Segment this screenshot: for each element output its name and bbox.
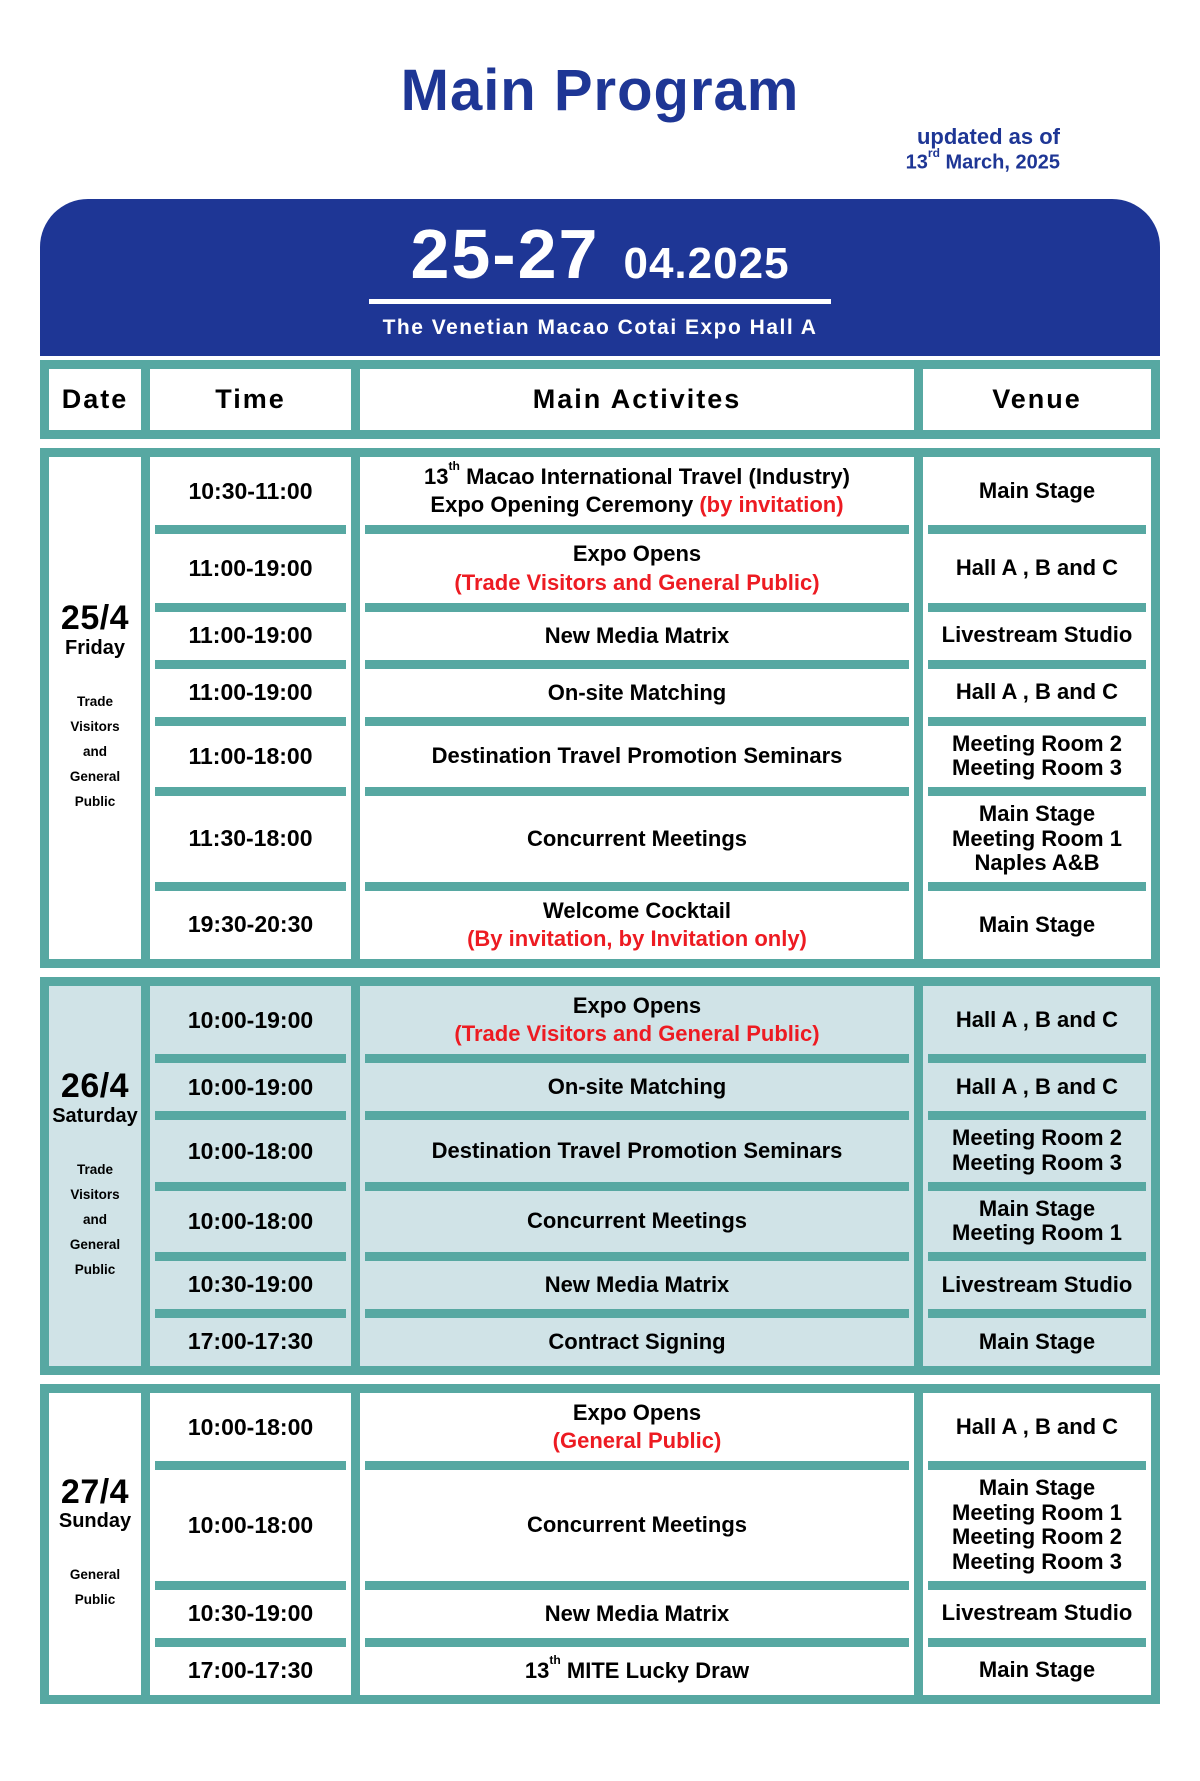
activity-text: th [549,1652,561,1667]
row-separator [928,1461,1146,1470]
updated-note [0,124,1200,175]
table-header-row [40,360,1160,439]
column-separator [351,1393,360,1695]
column-separator [141,1393,150,1695]
activity-text: Contract Signing [548,1328,726,1354]
activity-line [432,1137,843,1165]
banner-date-range: 25-27 [410,215,600,294]
column-separator [351,457,360,959]
activity-text: Expo Opens [572,1399,702,1425]
activity-text: Expo Opens [572,541,702,567]
row-separator [928,603,1146,612]
activity-text: Welcome Cocktail [543,897,731,923]
activity-text: Concurrent Meetings [526,1208,748,1234]
row-separator [928,660,1146,669]
column-header-activities: Main Activites [532,384,742,415]
banner-underline [369,299,831,304]
row-separator [365,603,909,612]
activity-text: New Media Matrix [544,622,730,648]
row-separator [928,787,1146,796]
venue-cell [923,1470,1151,1581]
activity-line [573,992,701,1020]
highlight-text: (General Public) [552,1428,722,1454]
venue-cell [923,1590,1151,1638]
activity-text: New Media Matrix [544,1600,730,1626]
row-separator [365,1638,909,1647]
activity-line [527,1207,747,1235]
activity-text: On-site Matching [547,679,727,705]
activity-line [454,569,819,597]
venue-line: Meeting Room 2 [952,730,1122,756]
activity-text: Expo Opening Ceremony [430,492,700,518]
date-number: 25/4 [60,599,130,638]
updated-date-rest: March, 2025 [939,152,1060,175]
activity-line [548,1073,726,1101]
venue-line: Naples A&B [974,850,1100,876]
row-separator [155,1638,346,1647]
activity-cell [360,986,914,1054]
time-cell: 17:00-17:30 [187,1328,314,1355]
venue-line: Hall A , B and C [955,679,1119,705]
row-separator [928,882,1146,891]
activity-text: Destination Travel Promotion Seminars [431,1137,843,1163]
audience-line: and [82,1211,107,1227]
activity-line [527,1511,747,1539]
activity-text: Concurrent Meetings [526,825,748,851]
highlight-text: (by invitation) [699,492,844,518]
venue-line: Meeting Room 1 [952,1499,1122,1525]
time-cell: 10:30-19:00 [187,1271,314,1298]
updated-date-ordinal: rd [927,145,940,160]
activity-cell [360,612,914,660]
activity-cell [360,1590,914,1638]
venue-line: Main Stage [978,800,1096,826]
column-separator [141,986,150,1366]
time-cell: 11:00-19:00 [188,555,313,582]
activity-line [545,1271,730,1299]
venue-cell [923,1120,1151,1181]
column-separator [141,457,150,959]
venue-line: Livestream Studio [941,622,1133,648]
venue-line: Hall A , B and C [955,555,1119,581]
activity-line [573,540,701,568]
row-separator [928,1581,1146,1590]
audience-note [51,1563,139,1613]
venue-line: Livestream Studio [941,1271,1133,1297]
venue-line: Main Stage [978,1328,1096,1354]
row-separator [928,1054,1146,1063]
row-separator [365,1581,909,1590]
activity-text: 13 [424,464,449,490]
activity-line [543,897,731,925]
venue-line: Livestream Studio [941,1600,1133,1626]
activity-line [524,1652,750,1685]
activity-line [548,679,726,707]
column-separator [914,986,923,1366]
row-separator [365,660,909,669]
activity-cell [360,1470,914,1581]
date-day: Sunday [58,1510,132,1533]
venue-cell [923,612,1151,660]
page-title: Main Program [400,58,800,123]
time-cell: 19:30-20:30 [187,911,314,938]
activity-text: On-site Matching [547,1074,727,1100]
row-separator [928,1111,1146,1120]
venue-line: Meeting Room 3 [952,755,1122,781]
time-cell: 11:00-19:00 [188,679,313,706]
venue-line: Main Stage [978,477,1096,503]
row-separator [155,1461,346,1470]
row-separator [928,525,1146,534]
activity-line [454,1020,819,1048]
row-separator [365,1182,909,1191]
venue-line: Meeting Room 3 [952,1150,1122,1176]
time-cell: 10:30-11:00 [188,477,313,504]
program-page [0,58,1200,1704]
row-separator [365,525,909,534]
venue-line: Meeting Room 1 [952,1220,1122,1246]
venue-line: Hall A , B and C [955,1413,1119,1439]
venue-cell [923,1318,1151,1366]
row-separator [365,717,909,726]
updated-line1: updated as of [916,124,1060,149]
venue-line: Main Stage [978,1657,1096,1683]
activity-line [467,925,807,953]
row-separator [928,717,1146,726]
row-separator [155,1309,346,1318]
activity-text: 13 [524,1657,550,1683]
date-cell [49,1393,141,1695]
venue-cell [923,669,1151,717]
time-cell: 10:30-19:00 [187,1600,314,1627]
row-separator [155,1581,346,1590]
activity-text: MITE Lucky Draw [560,1657,750,1683]
date-cell [49,457,141,959]
activity-line [573,1399,701,1427]
row-separator [365,1461,909,1470]
audience-line: Trade Visitors [70,694,120,734]
activity-line [545,622,730,650]
audience-line: General Public [69,1236,121,1277]
venue-line: Hall A , B and C [955,1074,1119,1100]
time-cell: 11:00-19:00 [188,622,313,649]
time-cell: 10:00-18:00 [187,1413,314,1440]
audience-note [51,1158,139,1283]
updated-date-number: 13 [905,152,928,175]
row-separator [155,1111,346,1120]
venue-cell [923,891,1151,959]
row-separator [928,1309,1146,1318]
venue-cell [923,457,1151,525]
row-separator [155,1252,346,1261]
row-separator [155,1054,346,1063]
event-banner [40,199,1160,356]
column-separator [351,369,360,430]
activity-cell [360,534,914,602]
activity-line [430,491,843,519]
program-table [40,360,1160,1704]
row-separator [928,1182,1146,1191]
venue-line: Meeting Room 2 [952,1125,1122,1151]
audience-line: Trade Visitors [70,1161,120,1202]
banner-venue-line: The Venetian Macao Cotai Expo Hall A [382,316,818,340]
activity-line [553,1427,722,1455]
row-separator [155,603,346,612]
row-separator [155,717,346,726]
row-separator [365,1252,909,1261]
venue-line: Meeting Room 1 [952,825,1122,851]
date-day: Saturday [52,1104,138,1127]
date-cell [49,986,141,1366]
activity-text: Destination Travel Promotion Seminars [431,743,843,769]
row-separator [365,1309,909,1318]
venue-cell [923,986,1151,1054]
column-separator [914,369,923,430]
row-separator [365,787,909,796]
activity-text: Concurrent Meetings [526,1512,748,1538]
row-separator [365,882,909,891]
highlight-text: (By invitation, by Invitation only) [467,925,807,951]
venue-line: Main Stage [978,1195,1096,1221]
row-separator [928,1252,1146,1261]
time-cell: 10:00-18:00 [187,1511,314,1538]
row-separator [155,787,346,796]
row-separator [155,525,346,534]
time-cell: 10:00-19:00 [187,1006,314,1033]
time-cell: 10:00-19:00 [187,1073,314,1100]
activity-cell [360,1318,914,1366]
activity-text: th [448,459,460,474]
column-separator [351,986,360,1366]
activity-line [424,459,850,491]
highlight-text: (Trade Visitors and General Public) [454,1021,820,1047]
activity-line [545,1600,730,1628]
venue-line: Hall A , B and C [955,1006,1119,1032]
audience-line: General Public [69,768,121,809]
activity-cell [360,1261,914,1309]
section-block-25-4 [40,448,1160,968]
row-separator [365,1111,909,1120]
time-cell: 10:00-18:00 [187,1137,314,1164]
activity-cell [360,669,914,717]
activity-cell [360,1647,914,1695]
activity-cell [360,1191,914,1252]
row-separator [155,660,346,669]
activity-cell [360,1393,914,1461]
row-separator [928,1638,1146,1647]
banner-month-year: 04.2025 [623,239,790,289]
date-number: 26/4 [60,1067,130,1106]
column-header-venue: Venue [992,384,1082,415]
time-cell: 11:30-18:00 [188,825,313,852]
venue-line: Meeting Room 2 [952,1524,1122,1550]
venue-cell [923,534,1151,602]
venue-cell [923,1647,1151,1695]
column-header-time: Time [215,384,286,415]
audience-note [51,690,139,815]
venue-cell [923,1393,1151,1461]
venue-cell [923,1261,1151,1309]
activity-cell [360,891,914,959]
venue-cell [923,796,1151,882]
activity-text: Expo Opens [572,993,702,1019]
audience-line: General Public [69,1567,121,1608]
section-block-26-4 [40,977,1160,1375]
activity-cell [360,457,914,525]
venue-line: Main Stage [978,911,1096,937]
activity-cell [360,1120,914,1181]
audience-line: and [82,743,107,759]
updated-line2 [0,145,1060,175]
column-separator [914,1393,923,1695]
venue-cell [923,1191,1151,1252]
activity-text: New Media Matrix [544,1271,730,1297]
venue-cell [923,1063,1151,1111]
row-separator [365,1054,909,1063]
content-area [0,199,1200,1704]
banner-dates [40,215,1160,294]
date-number: 27/4 [60,1472,130,1511]
row-separator [155,882,346,891]
column-separator [914,457,923,959]
row-separator [155,1182,346,1191]
activity-text: Macao International Travel (Industry) [459,464,850,490]
venue-line: Main Stage [978,1475,1096,1501]
venue-cell [923,726,1151,787]
section-block-27-4 [40,1384,1160,1704]
table-body [40,448,1160,1704]
time-cell: 17:00-17:30 [187,1657,314,1684]
activity-cell [360,1063,914,1111]
activity-line [548,1328,725,1356]
time-cell: 11:00-18:00 [188,742,313,769]
column-separator [141,369,150,430]
activity-line [432,742,843,770]
highlight-text: (Trade Visitors and General Public) [454,569,820,595]
venue-line: Meeting Room 3 [952,1549,1122,1575]
activity-cell [360,796,914,882]
column-header-date: Date [61,384,129,415]
time-cell: 10:00-18:00 [187,1207,314,1234]
date-day: Friday [64,637,126,659]
activity-cell [360,726,914,787]
activity-line [527,825,747,853]
